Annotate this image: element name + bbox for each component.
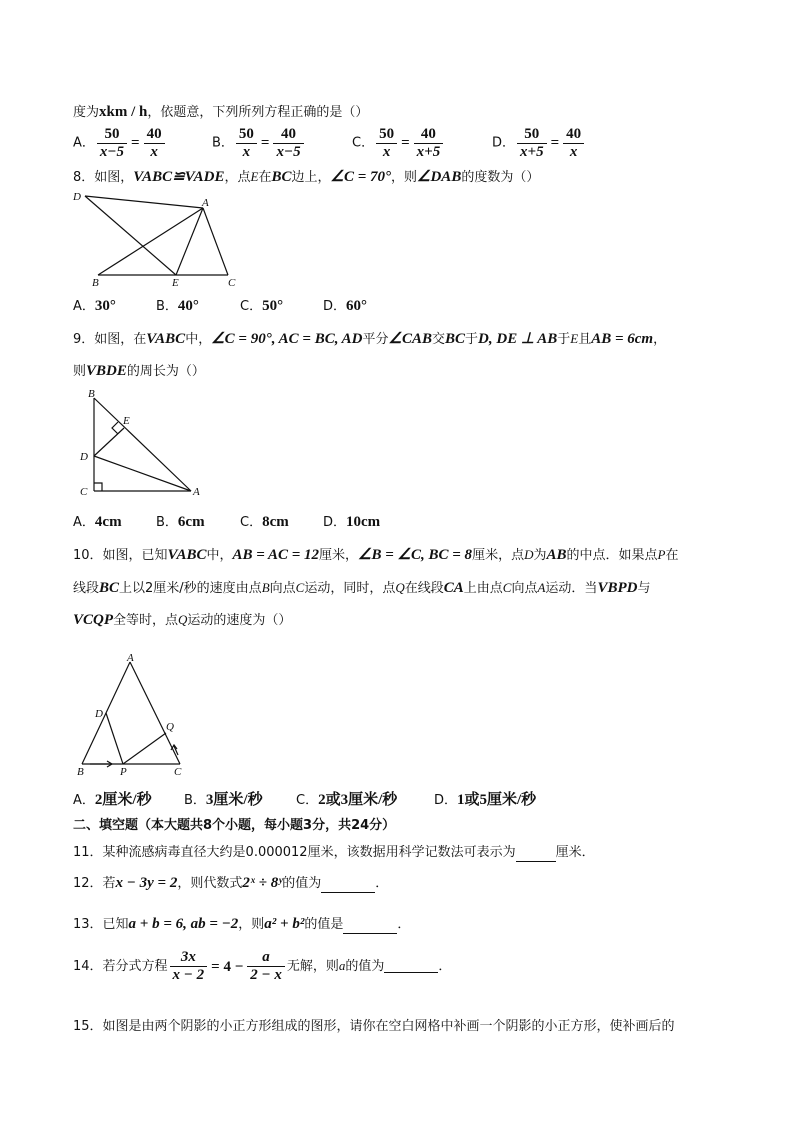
- q14: 14．若分式方程 $\frac{3x}{x - 2}$ = 4 − $\frac{a}{2 - x}$ 无解，则a的值为 ．: [73, 949, 452, 983]
- q10-seg-DP: [106, 713, 123, 764]
- q15: 15．如图是由两个阴影的小正方形组成的图形，请你在空白网格中补画一个阴影的小正方形，使补画后的: [73, 1019, 675, 1034]
- denominator: x+5: [416, 143, 441, 160]
- q10-label-B: B: [77, 766, 84, 778]
- q7-option-c[interactable]: [352, 124, 445, 163]
- option-label: B．: [184, 793, 206, 808]
- equals-sign: =: [131, 135, 140, 151]
- option-fraction-right: [273, 126, 303, 161]
- q9-label-D: D: [80, 451, 88, 463]
- q8-seg-AE: [176, 208, 203, 275]
- option-fraction-left: [236, 126, 257, 161]
- numerator: 40: [563, 126, 584, 144]
- q10-label-C: C: [174, 766, 182, 778]
- q8-label-E: E: [172, 277, 179, 289]
- q9-figure: [74, 388, 214, 503]
- q8-label-A: A: [202, 197, 209, 209]
- q8-seg-DA: [85, 196, 203, 208]
- q9-label-C: C: [80, 486, 88, 498]
- q10-stem-1: 10．如图，已知VABC中，AB = AC = 12厘米，∠B = ∠C, BC = 8厘米，点D为AB的中点．如果点P在: [73, 547, 679, 563]
- numerator: 40: [273, 126, 303, 144]
- q9-seg-DE: [94, 428, 124, 456]
- option-label: A．: [73, 515, 95, 530]
- q8-seg-AB: [98, 208, 203, 275]
- q9-stem-2: 则VBDE的周长为（）: [73, 363, 205, 379]
- numerator: 50: [376, 126, 397, 144]
- q14-answer-blank[interactable]: [384, 960, 438, 973]
- q14-fraction-right: $\frac{a}{2 - x}$: [247, 949, 285, 984]
- option-label: D．: [434, 793, 458, 808]
- q9-option-a[interactable]: [73, 513, 122, 532]
- q10-seg-AC: [130, 662, 180, 764]
- q14-fraction-left: $\frac{3x}{x - 2}$: [170, 949, 208, 984]
- numerator: 50: [517, 126, 547, 144]
- denominator: x: [150, 143, 158, 160]
- option-value: 2或3厘米/秒: [318, 792, 398, 808]
- option-value: 1或5厘米/秒: [457, 792, 537, 808]
- option-value: 8cm: [262, 514, 289, 530]
- q8-option-b[interactable]: [156, 297, 199, 316]
- q10-option-b[interactable]: [184, 791, 263, 810]
- option-value: 3厘米/秒: [205, 792, 263, 808]
- q10-figure: [74, 648, 204, 778]
- option-value: 30°: [94, 298, 116, 314]
- q13: 13．已知a + b = 6, ab = −2，则a² + b²的值是 ．: [73, 916, 411, 932]
- q9-option-c[interactable]: [240, 513, 289, 532]
- numerator: 40: [414, 126, 444, 144]
- option-value: 4cm: [94, 514, 122, 530]
- q10-label-Q: Q: [166, 721, 174, 733]
- option-label: A．: [73, 135, 95, 151]
- q9-option-b[interactable]: [156, 513, 205, 532]
- q7-option-a[interactable]: [73, 124, 167, 163]
- denominator: x+5: [520, 143, 544, 160]
- q9-option-d[interactable]: [323, 513, 380, 532]
- q8-option-d[interactable]: [323, 297, 367, 316]
- q9-right-angle-C: [94, 483, 102, 491]
- q10-option-c[interactable]: [296, 791, 397, 810]
- denominator: x: [569, 143, 578, 160]
- q7-intro: 度为xkm / h，依题意，下列所列方程正确的是（）: [73, 104, 369, 120]
- section-2-title: 二、填空题（本大题共8个小题，每小题3分，共24分）: [73, 818, 396, 833]
- option-value: 40°: [177, 298, 199, 314]
- q8-label-D: D: [73, 191, 81, 203]
- option-fraction-right: [144, 126, 165, 161]
- q8-seg-DE: [85, 196, 176, 275]
- denominator: x: [382, 143, 391, 160]
- option-value: 60°: [346, 298, 368, 314]
- option-fraction-left: [517, 126, 547, 161]
- equals-sign: =: [260, 135, 270, 151]
- option-fraction-left: [376, 126, 397, 161]
- option-label: C．: [240, 515, 263, 530]
- q8-option-c[interactable]: [240, 297, 283, 316]
- option-label: B．: [156, 515, 178, 530]
- option-value: 2厘米/秒: [94, 792, 152, 808]
- option-label: C．: [240, 299, 263, 314]
- option-fraction-right: [414, 126, 444, 161]
- option-fraction-left: [97, 126, 127, 161]
- option-value: 6cm: [177, 514, 205, 530]
- option-label: B．: [212, 135, 234, 151]
- option-label: A．: [73, 299, 95, 314]
- q10-option-d[interactable]: [434, 791, 536, 810]
- q11: 11．某种流感病毒直径大约是0.000012厘米，该数据用科学记数法可表示为 厘米．: [73, 845, 595, 860]
- q9-label-B: B: [88, 388, 95, 400]
- option-label: A．: [73, 793, 95, 808]
- q13-answer-blank[interactable]: [343, 921, 397, 934]
- option-label: C．: [352, 135, 375, 151]
- q8-label-B: B: [92, 277, 99, 289]
- q9-label-A: A: [193, 486, 200, 498]
- numerator: 50: [236, 126, 257, 144]
- option-label: D．: [323, 299, 347, 314]
- numerator: 40: [144, 126, 165, 144]
- q7-option-d[interactable]: [492, 124, 586, 163]
- equals-sign: =: [550, 135, 560, 151]
- q8-seg-AC: [203, 208, 228, 275]
- option-value: 50°: [262, 298, 284, 314]
- q9-seg-DA: [94, 456, 191, 491]
- q10-stem-2: 线段BC上以2厘米/秒的速度由点B向点C运动，同时，点Q在线段CA上由点C向点A运动．当VBPD与: [73, 580, 651, 596]
- option-label: D．: [323, 515, 347, 530]
- q10-label-P: P: [120, 766, 127, 778]
- q7-unit: xkm / h: [99, 104, 148, 120]
- option-fraction-right: [563, 126, 584, 161]
- option-label: B．: [156, 299, 178, 314]
- q9-label-E: E: [123, 415, 130, 427]
- q8-figure: [70, 190, 250, 290]
- q12: 12．若x − 3y = 2，则代数式2ˣ ÷ 8ʸ的值为 ．: [73, 875, 389, 891]
- q9-right-angle-E: [112, 422, 118, 434]
- option-label: D．: [492, 135, 516, 151]
- q11-answer-blank[interactable]: [516, 849, 556, 862]
- q12-answer-blank[interactable]: [321, 880, 375, 893]
- equals-sign: =: [401, 135, 410, 151]
- denominator: x: [242, 143, 251, 160]
- q9-stem-1: 9．如图，在VABC中，∠C = 90°, AC = BC, AD平分∠CAB交BC于D, DE ⊥ AB于E且AB = 6cm，: [73, 331, 667, 347]
- q8-option-a[interactable]: [73, 297, 116, 316]
- denominator: x−5: [99, 143, 124, 160]
- q9-seg-BA: [94, 398, 191, 491]
- q10-option-a[interactable]: [73, 791, 152, 810]
- numerator: 50: [97, 126, 127, 144]
- option-label: C．: [296, 793, 319, 808]
- q10-stem-3: VCQP全等时，点Q运动的速度为（）: [73, 612, 292, 628]
- q10-seg-PQ: [123, 733, 166, 764]
- q10-label-D: D: [95, 708, 103, 720]
- q10-label-A: A: [127, 652, 134, 664]
- q7-option-b[interactable]: [212, 124, 306, 163]
- q8-stem: 8．如图，VABC≌VADE，点E在BC边上，∠C = 70°，则∠DAB的度数为（）: [73, 169, 540, 185]
- denominator: x−5: [276, 143, 301, 160]
- q8-label-C: C: [228, 277, 236, 289]
- option-value: 10cm: [346, 514, 381, 530]
